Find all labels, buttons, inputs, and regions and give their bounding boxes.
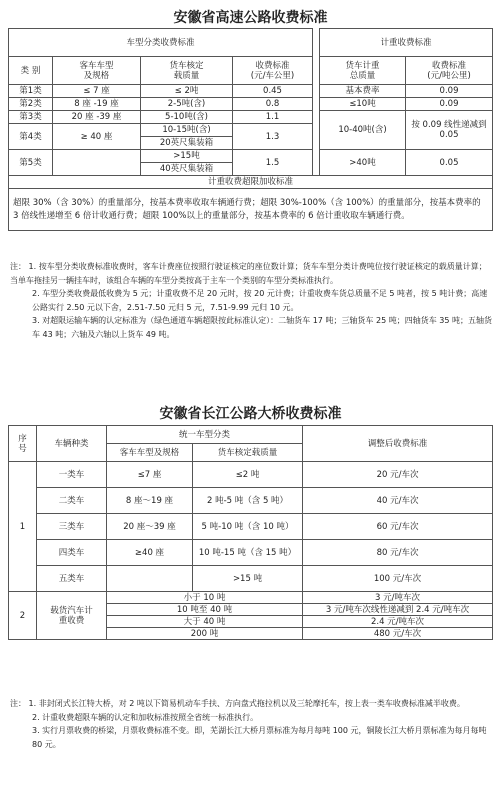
- col-no: 序 号: [9, 426, 37, 462]
- bridge-note-3: 3. 实行月票收费的桥梁，月票收费标准不变。即，芜湖长江大桥月票标准为每月每吨 100 元，铜陵长江大桥月票标准为每月每吨 80 元。: [32, 726, 487, 749]
- bridge-weight-row1: 小于 10 吨: [107, 592, 303, 604]
- col-bus-model: 客车车型 及规格: [53, 57, 141, 85]
- bridge-row5-model: [107, 566, 193, 592]
- row5-load: >15吨: [141, 150, 233, 163]
- group2-type: 载货汽车计 重收费: [37, 592, 107, 640]
- bridge-row4-fee: 80 元/车次: [303, 540, 493, 566]
- col-rate: 收费标准 (元/车公里): [233, 57, 313, 85]
- col-weight-rate: 收费标准 (元/吨公里): [406, 57, 493, 85]
- weight-row4: >40吨: [320, 150, 406, 176]
- group1-no: 1: [9, 462, 37, 592]
- overload-text: 超限 30%（含 30%）的重量部分，按基本费率收取车辆通行费；超限 30%-100%（含 100%）的重量部分，按基本费率的 3 倍线性递增至 6 倍计收通行费；超限 100%以上的重量部分，按基本费率的 6 倍计重收取车辆通行费。: [9, 189, 493, 231]
- weight-row3-rate: 按 0.09 线性递减到 0.05: [406, 111, 493, 150]
- bridge-row2-type: 二类车: [37, 488, 107, 514]
- row2-rate: 0.8: [233, 98, 313, 111]
- row3-model: 20 座 -39 座: [53, 111, 141, 124]
- bridge-row3-type: 三类车: [37, 514, 107, 540]
- weight-row2-rate: 0.09: [406, 98, 493, 111]
- bridge-row1-model: ≤7 座: [107, 462, 193, 488]
- highway-notes: [10, 260, 492, 341]
- bridge-row3-fee: 60 元/车次: [303, 514, 493, 540]
- row5-model: [53, 150, 141, 176]
- table-gap-bottom: [313, 163, 320, 176]
- overload-header: 计重收费超限加收标准: [9, 176, 493, 189]
- row4-model: ≥ 40 座: [53, 124, 141, 150]
- bridge-row3-model: 20 座～39 座: [107, 514, 193, 540]
- bridge-row5-fee: 100 元/车次: [303, 566, 493, 592]
- row4-class: 第4类: [9, 124, 53, 150]
- bridge-row1-load: ≤2 吨: [193, 462, 303, 488]
- group2-no: 2: [9, 592, 37, 640]
- highway-note-1: 注： 1. 按车型分类收费标准收费时，客车计费座位按照行驶证核定的座位数计算；货车车型分类计费吨位按行驶证核定的载质量计算；当单车拖挂另一辆挂车时，该组合车辆的车型分类按高于主车一个类别的车型分类标准执行。: [10, 262, 487, 285]
- bridge-row4-load: 10 吨-15 吨（含 15 吨）: [193, 540, 303, 566]
- row5-class: 第5类: [9, 150, 53, 176]
- row3-rate: 1.1: [233, 111, 313, 124]
- vehicle-class-header: 车型分类收费标准: [9, 29, 313, 57]
- weight-fee-header: 计重收费标准: [320, 29, 493, 57]
- highway-note-2: 2. 车型分类收费最低收费为 5 元；计重收费不足 20 元时，按 20 元计费；计重收费车货总质量不足 5 吨者，按 5 吨计费；高速公路实行 2.50 元以下舍，2.51-7.50 元归 5 元，7.51-9.99 元归 10 元。: [32, 289, 488, 312]
- bridge-row2-model: 8 座～19 座: [107, 488, 193, 514]
- row1-model: ≤ 7 座: [53, 85, 141, 98]
- row1-rate: 0.45: [233, 85, 313, 98]
- col-truck-load: 货车核定载质量: [193, 444, 303, 462]
- highway-title: 安徽省高速公路收费标准: [173, 10, 328, 26]
- row2-load: 2-5吨(含): [141, 98, 233, 111]
- weight-row1: 基本费率: [320, 85, 406, 98]
- weight-row1-rate: 0.09: [406, 85, 493, 98]
- bridge-weight-row1-fee: 3 元/吨车次: [303, 592, 493, 604]
- bridge-row3-load: 5 吨-10 吨（含 10 吨）: [193, 514, 303, 540]
- col-class: 类 别: [9, 57, 53, 85]
- col-adjusted-fee: 调整后收费标准: [303, 426, 493, 462]
- row4-load-container: 20英尺集装箱: [141, 137, 233, 150]
- col-unified-class: 统一车型分类: [107, 426, 303, 444]
- col-vehicle-type: 车辆种类: [37, 426, 107, 462]
- highway-note-3: 3. 对超限运输车辆的认定标准为（绿色通道车辆超限按此标准认定）：二轴货车 17 吨；三轴货车 25 吨；四轴货车 35 吨；五轴货车 43 吨；六轴及六轴以上货车 49 吨。: [32, 316, 492, 339]
- highway-fee-table: [8, 28, 493, 231]
- bridge-row2-fee: 40 元/车次: [303, 488, 493, 514]
- row1-load: ≤ 2吨: [141, 85, 233, 98]
- weight-row3: 10-40吨(含): [320, 111, 406, 150]
- table-gap: [313, 29, 320, 163]
- bridge-row4-model: ≥40 座: [107, 540, 193, 566]
- bridge-weight-row4: 200 吨: [107, 628, 303, 640]
- row2-class: 第2类: [9, 98, 53, 111]
- col-bus-model: 客车车型及规格: [107, 444, 193, 462]
- col-truck-load: 货车核定 载质量: [141, 57, 233, 85]
- bridge-row4-type: 四类车: [37, 540, 107, 566]
- weight-row4-rate: 0.05: [406, 150, 493, 176]
- row3-class: 第3类: [9, 111, 53, 124]
- bridge-row5-load: >15 吨: [193, 566, 303, 592]
- row3-load: 5-10吨(含): [141, 111, 233, 124]
- bridge-note-2: 2. 计重收费超限车辆的认定和加收标准按照全省统一标准执行。: [32, 712, 259, 722]
- col-weight: 货车计重 总质量: [320, 57, 406, 85]
- bridge-weight-row2-fee: 3 元/吨车次线性递减到 2.4 元/吨车次: [303, 604, 493, 616]
- row5-load-container: 40英尺集装箱: [141, 163, 233, 176]
- bridge-weight-row2: 10 吨至 40 吨: [107, 604, 303, 616]
- row4-rate: 1.3: [233, 124, 313, 150]
- row2-model: 8 座 -19 座: [53, 98, 141, 111]
- bridge-title: 安徽省长江公路大桥收费标准: [159, 406, 342, 422]
- weight-row2: ≤10吨: [320, 98, 406, 111]
- bridge-row2-load: 2 吨-5 吨（含 5 吨）: [193, 488, 303, 514]
- bridge-row1-type: 一类车: [37, 462, 107, 488]
- bridge-notes: [10, 697, 492, 751]
- bridge-fee-table: [8, 425, 493, 640]
- bridge-row1-fee: 20 元/车次: [303, 462, 493, 488]
- bridge-row5-type: 五类车: [37, 566, 107, 592]
- bridge-note-1: 注： 1. 非封闭式长江特大桥，对 2 吨以下简易机动车手扶、方向盘式拖拉机以及三轮摩托车，按上表一类车收费标准减半收费。: [10, 699, 465, 708]
- bridge-weight-row3-fee: 2.4 元/吨车次: [303, 616, 493, 628]
- bridge-weight-row3: 大于 40 吨: [107, 616, 303, 628]
- row1-class: 第1类: [9, 85, 53, 98]
- row4-load: 10-15吨(含): [141, 124, 233, 137]
- bridge-weight-row4-fee: 480 元/车次: [303, 628, 493, 640]
- row5-rate: 1.5: [233, 150, 313, 176]
